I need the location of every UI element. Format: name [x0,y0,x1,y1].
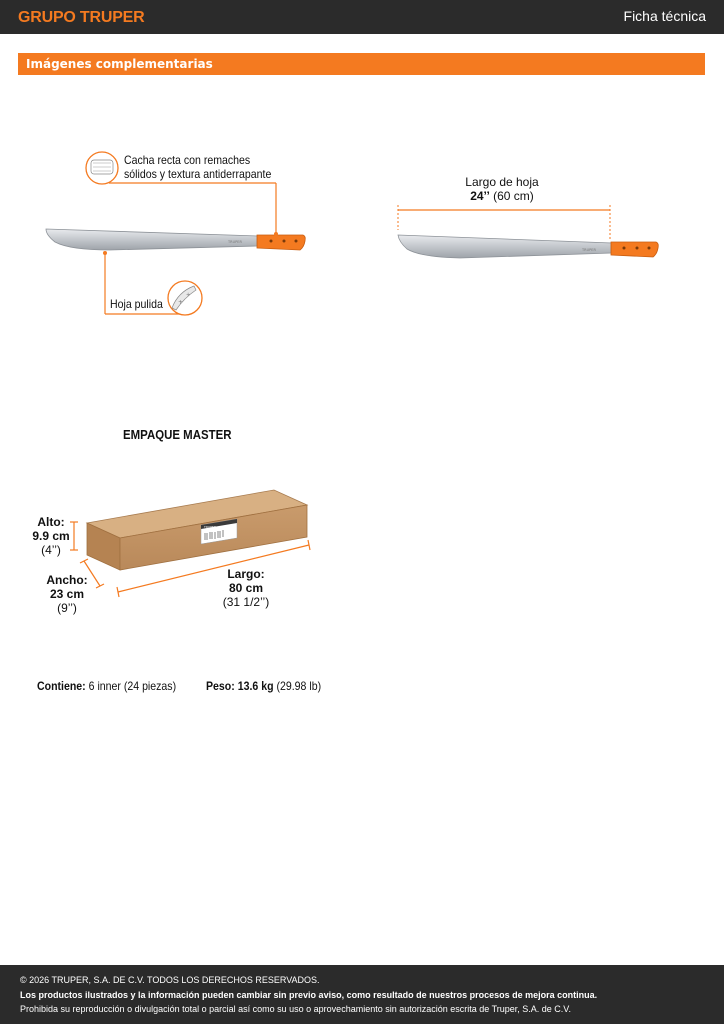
handle-feature-label [124,153,271,181]
machete-length-image [398,205,658,258]
box-length-title: Largo: [227,567,265,581]
footer-prohibition: Prohibida su reproducción o divulgación total o parcial así como su uso o aprovechamiento sin autorización escrita de Truper, S.A. de C.V. [20,1004,571,1014]
box-height-value: 9.9 cm [32,529,70,543]
handle-feature-line1: Cacha recta con remaches [124,153,251,167]
footer-copyright: © 2026 TRUPER, S.A. DE C.V. TODOS LOS DERECHOS RESERVADOS. [20,975,320,985]
footer [0,965,724,1024]
svg-text:+: + [178,299,184,306]
section-title: Imágenes complementarias [26,57,213,71]
blade-stamp-2: TRUPER [582,248,596,252]
pack-contents-label: Contiene: [37,679,86,693]
blade-length-metric: (60 cm) [493,189,534,203]
master-box-image [70,490,310,597]
box-length-value: 80 cm [228,581,264,595]
box-width-imperial: (9’’) [57,601,77,615]
box-length-label [218,567,274,609]
blade-length-label [440,175,564,203]
pack-contents [37,679,176,693]
box-length-imperial: (31 1/2’’) [222,595,270,609]
pack-weight [206,679,321,693]
blade-length-value: 24’’ [470,189,490,203]
blade-length-title: Largo de hoja [465,175,539,189]
master-pack-title: EMPAQUE MASTER [123,427,232,442]
blade-stamp: TRUPER [228,240,242,244]
footer-notice: Los productos ilustrados y la información pueden cambiar sin previo aviso, como resultado de nuestros procesos de mejora continua. [20,990,598,1000]
box-height-imperial: (4’’) [41,543,61,557]
box-width-label [44,573,90,615]
handle-feature-line2: sólidos y textura antiderrapante [124,167,272,181]
box-height-title: Alto: [37,515,65,529]
pack-weight-value: 13.6 kg [237,679,274,693]
blade-feature-label: Hoja pulida [110,297,163,311]
box-width-value: 23 cm [49,587,85,601]
svg-text:+: + [186,292,191,298]
pack-weight-label: Peso: [206,679,235,693]
machete-detail-image [46,229,305,250]
document-type: Ficha técnica [623,8,706,24]
pack-weight-imperial: (29.98 lb) [276,679,322,693]
box-width-title: Ancho: [46,573,88,587]
box-height-label [30,515,72,557]
pack-contents-value: 6 inner (24 piezas) [88,679,177,693]
box-label-brand: TRUPER [204,525,216,529]
brand-logo: GRUPO TRUPER [18,9,145,26]
